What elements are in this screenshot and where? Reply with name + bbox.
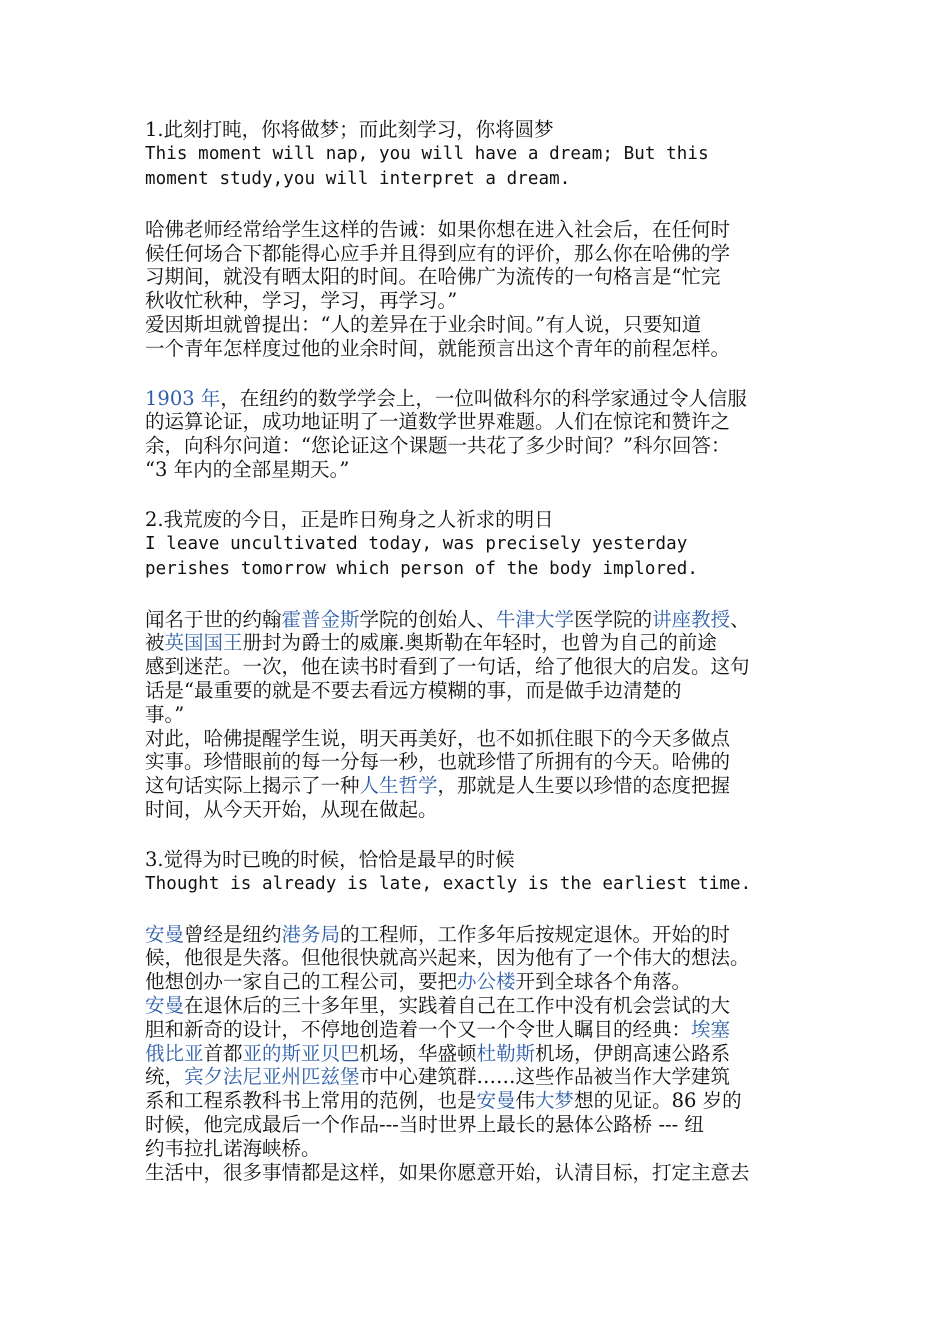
section-3-heading: 3.觉得为时已晚的时候，恰恰是最早的时候	[145, 847, 515, 871]
text-run: 、	[730, 607, 750, 631]
paragraph-line	[145, 608, 825, 632]
paragraph-line: 哈佛老师经常给学生这样的告诫：如果你想在进入社会后，在任何时	[145, 217, 731, 241]
text-run: ，在纽约的数学学会上，一位叫做科尔的科学家通过令人信服	[220, 386, 747, 410]
link-ethiopia[interactable]: 埃塞	[691, 1017, 731, 1041]
link-hopkins[interactable]: 霍普金斯	[281, 607, 360, 631]
paragraph-line	[145, 1042, 825, 1066]
paragraph-line	[145, 387, 825, 411]
text-run: 册封为爵士的威廉.奥斯勒在年轻时，也曾为自己的前途	[242, 631, 717, 655]
section-3-english-line: Thought is already is late, exactly is the earliest time.	[145, 873, 752, 894]
link-ammann[interactable]: 安曼	[476, 1089, 516, 1113]
section-1-english-line: This moment will nap, you will have a dream; But this	[145, 143, 709, 164]
text-run: 闻名于世的约翰	[145, 607, 282, 631]
link-port-authority[interactable]: 港务局	[281, 922, 341, 946]
document-body	[145, 118, 825, 1184]
paragraph-line: 约韦拉扎诺海峡桥。	[145, 1136, 321, 1160]
text-run: 首都	[203, 1041, 243, 1065]
link-lecture-professor[interactable]: 讲座教授	[652, 607, 731, 631]
paragraph-line: 生活中，很多事情都是这样，如果你愿意开始，认清目标，打定主意去	[145, 1160, 750, 1184]
text-run: 系和工程系教科书上常用的范例，也是	[145, 1089, 477, 1113]
text-run: 的工程师，工作多年后按规定退休。开始的时	[340, 922, 731, 946]
paragraph-line: 候，他很是失落。但他很快就高兴起来，因为他有了一个伟大的想法。	[145, 946, 750, 970]
paragraph-line: 习期间，就没有晒太阳的时间。在哈佛广为流传的一句格言是“忙完	[145, 265, 721, 289]
paragraph-line: 余，向科尔问道：“您论证这个课题一共花了多少时间？”科尔回答：	[145, 434, 731, 458]
text-run: 市中心建筑群……这些作品被当作大学建筑	[359, 1065, 731, 1089]
paragraph-line: 爱因斯坦就曾提出：“人的差异在于业余时间。”有人说，只要知道	[145, 312, 702, 336]
paragraph-line	[145, 1089, 825, 1113]
link-ammann[interactable]: 安曼	[145, 993, 185, 1017]
link-dulles[interactable]: 杜勒斯	[476, 1041, 536, 1065]
section-2-english-line: I leave uncultivated today, was precisely yesterday	[145, 533, 688, 554]
link-year-1903[interactable]: 1903 年	[145, 386, 221, 410]
paragraph-line	[145, 923, 825, 947]
text-run: 胆和新奇的设计，不停地创造着一个又一个令世人瞩目的经典：	[145, 1017, 692, 1041]
paragraph-line: 对此，哈佛提醒学生说，明天再美好，也不如抓住眼下的今天多做点	[145, 726, 731, 750]
paragraph-line: “3 年内的全部星期天。”	[145, 457, 350, 481]
link-ammann[interactable]: 安曼	[145, 922, 185, 946]
text-run: 机场，伊朗高速公路系	[535, 1041, 731, 1065]
paragraph-line	[145, 994, 825, 1018]
link-life-philosophy[interactable]: 人生哲学	[359, 774, 438, 798]
section-2-english-line: perishes tomorrow which person of the body implored.	[145, 558, 699, 579]
paragraph-line: 的运算论证，成功地证明了一道数学世界难题。人们在惊诧和赞许之	[145, 410, 731, 434]
text-run: 在退休后的三十多年里，实践着自己在工作中没有机会尝试的大	[184, 993, 731, 1017]
paragraph-line	[145, 970, 825, 994]
section-1-english-line: moment study,you will interpret a dream.	[145, 168, 571, 189]
paragraph-line: 话是“最重要的就是不要去看远方模糊的事，而是做手边清楚的	[145, 678, 682, 702]
section-1-heading: 1.此刻打盹，你将做梦；而此刻学习，你将圆梦	[145, 118, 554, 141]
link-pittsburgh[interactable]: 宾夕法尼亚州匹兹堡	[184, 1065, 360, 1089]
section-2-heading: 2.我荒废的今日，正是昨日殉身之人祈求的明日	[145, 507, 554, 531]
paragraph-line: 事。”	[145, 702, 185, 726]
paragraph-line	[145, 774, 825, 798]
link-british-king[interactable]: 英国国王	[164, 631, 243, 655]
paragraph-line: 时候，他完成最后一个作品---当时世界上最长的悬体公路桥 --- 纽	[145, 1112, 704, 1136]
link-big-dream[interactable]: 大梦	[535, 1089, 575, 1113]
paragraph-line: 感到迷茫。一次，他在读书时看到了一句话，给了他很大的启发。这句	[145, 655, 750, 679]
text-run: 他想创办一家自己的工程公司，要把	[145, 970, 458, 994]
paragraph-line	[145, 631, 825, 655]
paragraph-line: 实事。珍惜眼前的每一分每一秒，也就珍惜了所拥有的今天。哈佛的	[145, 750, 731, 774]
text-run: 开到全球各个角落。	[515, 970, 692, 994]
text-run: ，那就是人生要以珍惜的态度把握	[437, 774, 731, 798]
link-ethiopia[interactable]: 俄比亚	[145, 1041, 204, 1065]
text-run: 机场，华盛顿	[359, 1041, 477, 1065]
text-run: 伟	[515, 1089, 536, 1113]
text-run: 医学院的	[574, 607, 653, 631]
paragraph-line: 秋收忙秋种，学习，学习，再学习。”	[145, 289, 458, 313]
link-addis-ababa[interactable]: 亚的斯亚贝巴	[242, 1041, 360, 1065]
paragraph-line: 一个青年怎样度过他的业余时间，就能预言出这个青年的前程怎样。	[145, 336, 731, 360]
link-office-building[interactable]: 办公楼	[457, 970, 516, 994]
text-run: 想的见证。86 岁的	[574, 1089, 742, 1113]
paragraph-line: 候任何场合下都能得心应手并且得到应有的评价，那么你在哈佛的学	[145, 241, 731, 265]
paragraph-line	[145, 1018, 825, 1042]
text-run: 统，	[145, 1065, 185, 1089]
text-run: 曾经是纽约	[184, 922, 282, 946]
paragraph-line: 时间，从今天开始，从现在做起。	[145, 797, 438, 821]
text-run: 学院的创始人、	[359, 607, 497, 631]
link-oxford[interactable]: 牛津大学	[496, 607, 575, 631]
text-run: 这句话实际上揭示了一种	[145, 774, 360, 798]
paragraph-line	[145, 1065, 825, 1089]
text-run: 被	[145, 631, 165, 655]
